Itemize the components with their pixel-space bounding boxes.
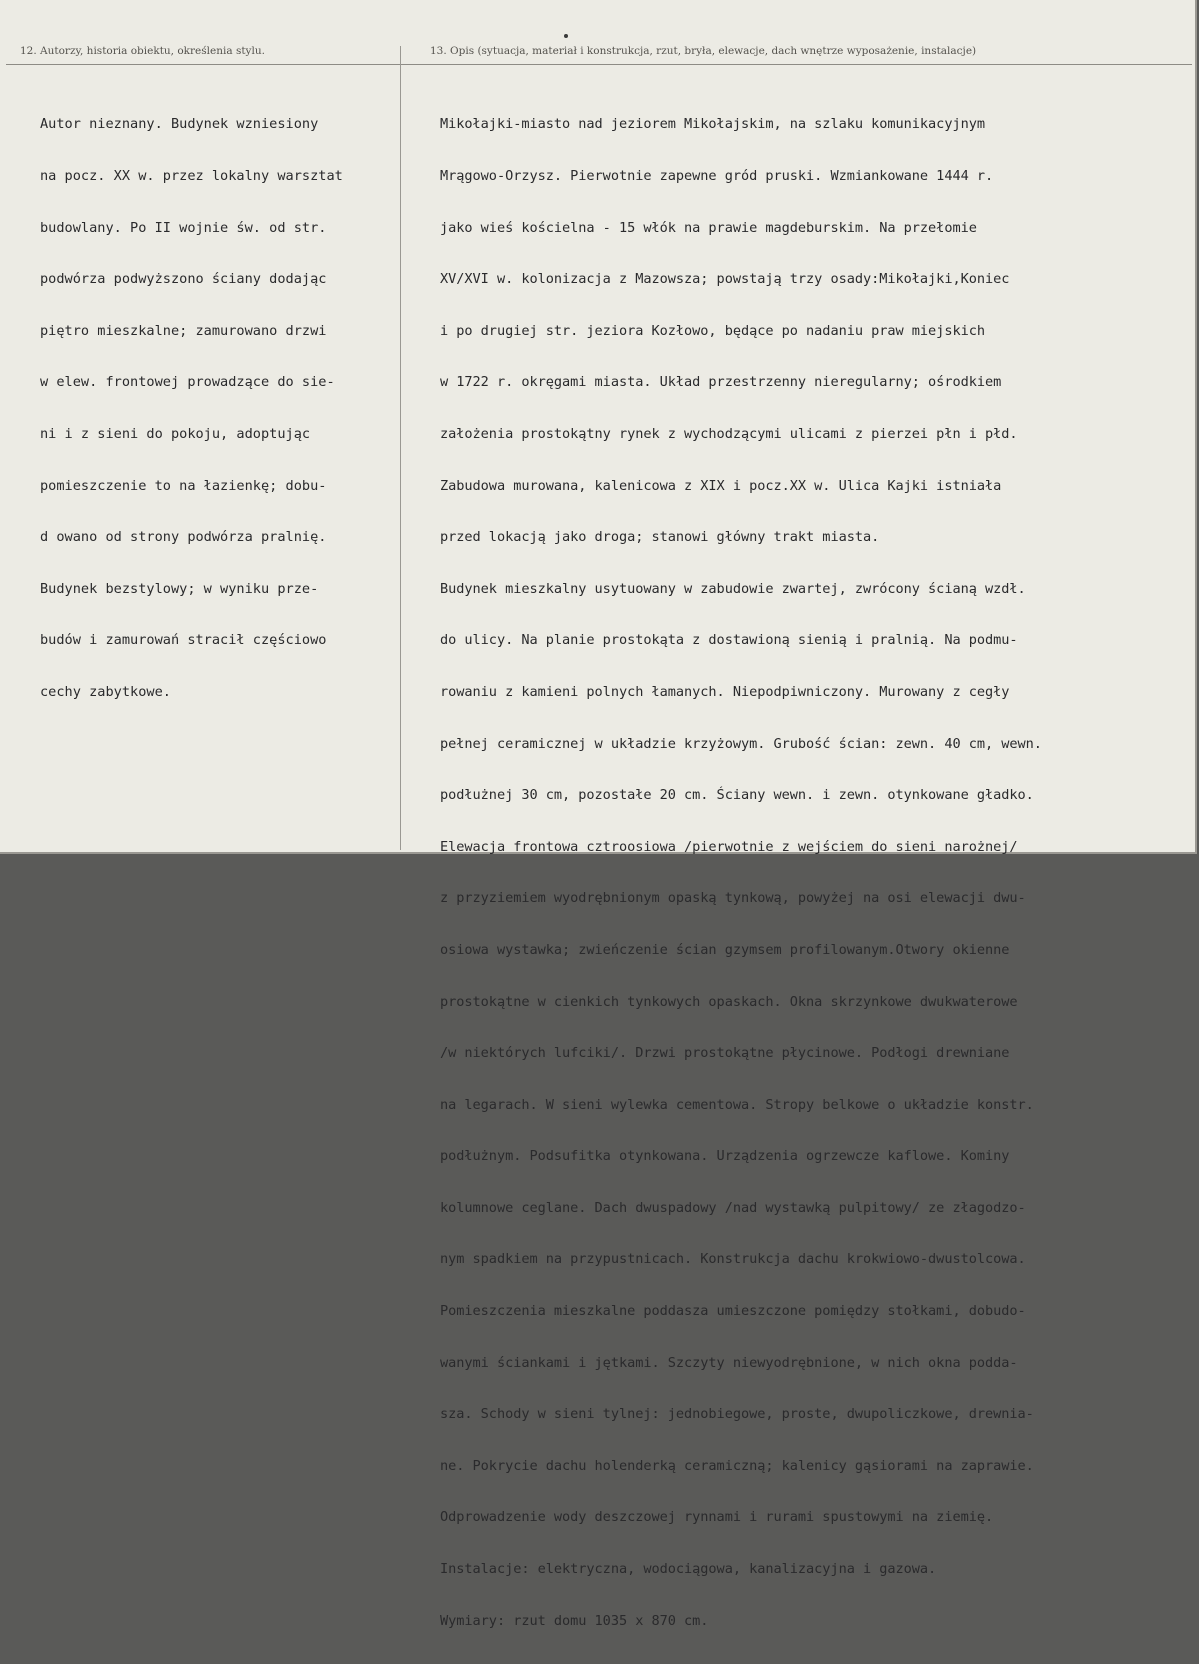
text-line: w elew. frontowej prowadzące do sie- [40, 374, 335, 391]
section-12-heading: 12. Autorzy, historia obiektu, określenia stylu. [20, 45, 265, 57]
column-divider [400, 46, 401, 850]
text-line: budowlany. Po II wojnie św. od str. [40, 219, 327, 236]
text-line: w 1722 r. okręgami miasta. Układ przestrzenny nieregularny; ośrodkiem [440, 374, 1002, 391]
text-line: i po drugiej str. jeziora Kozłowo, będące po nadaniu praw miejskich [440, 322, 985, 339]
text-line: /w niektórych lufciki/. Drzwi prostokątne płycinowe. Podłogi drewniane [440, 1045, 1010, 1062]
text-line: założenia prostokątny rynek z wychodzącymi ulicami z pierzei płn i płd. [440, 425, 1018, 442]
text-line: Mrągowo-Orzysz. Pierwotnie zapewne gród pruski. Wzmiankowane 1444 r. [440, 168, 994, 184]
text-line: pomieszczenie to na łazienkę; dobu- [40, 477, 327, 494]
description-text [440, 82, 1042, 1664]
text-line: na legarach. W sieni wylewka cementowa. Stropy belkowe o układzie konstr. [440, 1096, 1034, 1113]
text-line: Instalacje: elektryczna, wodociągowa, kanalizacyjna i gazowa. [440, 1561, 937, 1578]
text-line: Elewacja frontowa cztroosiowa /pierwotnie z wejściem do sieni narożnej/ [440, 838, 1018, 855]
text-line: ne. Pokrycie dachu holenderką ceramiczną; kalenicy gąsiorami na zaprawie. [440, 1457, 1034, 1474]
text-line: pełnej ceramicznej w układzie krzyżowym. Grubość ścian: zewn. 40 cm, wewn. [440, 735, 1042, 752]
text-line: do ulicy. Na planie prostokąta z dostawioną sienią i pralnią. Na podmu- [440, 632, 1018, 649]
text-line: Budynek mieszkalny usytuowany w zabudowie zwartej, zwrócony ścianą wzdł. [440, 580, 1026, 597]
text-line: prostokątne w cienkich tynkowych opaskach. Okna skrzynkowe dwukwaterowe [440, 993, 1018, 1010]
text-line: Zabudowa murowana, kalenicowa z XIX i pocz.XX w. Ulica Kajki istniała [440, 477, 1002, 494]
text-line: sza. Schody w sieni tylnej: jednobiegowe, proste, dwupoliczkowe, drewnia- [440, 1406, 1034, 1423]
text-line: Mikołajki-miasto nad jeziorem Mikołajskim, na szlaku komunikacyjnym [440, 116, 985, 133]
text-line: Autor nieznany. Budynek wzniesiony [40, 116, 319, 133]
text-line: Budynek bezstylowy; w wyniku prze- [40, 580, 319, 597]
authors-history-text [40, 82, 343, 736]
text-line: Pomieszczenia mieszkalne poddasza umieszczone pomiędzy stołkami, dobudo- [440, 1303, 1026, 1320]
text-line: nym spadkiem na przypustnicach. Konstrukcja dachu krokwiowo-dwustolcowa. [440, 1251, 1026, 1268]
text-line: Odprowadzenie wody deszczowej rynnami i rurami spustowymi na ziemię. [440, 1509, 994, 1526]
text-line: podwórza podwyższono ściany dodając [40, 271, 327, 288]
text-line: jako wieś kościelna - 15 włók na prawie magdeburskim. Na przełomie [440, 219, 977, 236]
ink-dot [564, 34, 568, 38]
text-line: piętro mieszkalne; zamurowano drzwi [40, 322, 327, 339]
header-rule [6, 64, 1192, 65]
text-line: na pocz. XX w. przez lokalny warsztat [40, 168, 343, 184]
text-line: osiowa wystawka; zwieńczenie ścian gzymsem profilowanym.Otwory okienne [440, 941, 1010, 958]
text-line: podłużnym. Podsufitka otynkowana. Urządzenia ogrzewcze kaflowe. Kominy [440, 1148, 1010, 1165]
text-line: przed lokacją jako droga; stanowi główny trakt miasta. [440, 529, 880, 546]
text-line: kolumnowe ceglane. Dach dwuspadowy /nad wystawką pulpitowy/ ze złagodzo- [440, 1199, 1026, 1216]
text-line: d owano od strony podwórza pralnię. [40, 529, 327, 546]
text-line: ni i z sieni do pokoju, adoptując [40, 425, 311, 442]
section-13-heading: 13. Opis (sytuacja, materiał i konstrukcja, rzut, bryła, elewacje, dach wnętrze wyposażenie, instalacje) [430, 45, 977, 57]
text-line: rowaniu z kamieni polnych łamanych. Niepodpiwniczony. Murowany z cegły [440, 683, 1010, 700]
text-line: XV/XVI w. kolonizacja z Mazowsza; powstają trzy osady:Mikołajki,Koniec [440, 271, 1010, 288]
text-line: cechy zabytkowe. [40, 683, 171, 700]
text-line: wanymi ściankami i jętkami. Szczyty niewyodrębnione, w nich okna podda- [440, 1354, 1018, 1371]
text-line: budów i zamurowań stracił częściowo [40, 632, 327, 649]
text-line: z przyziemiem wyodrębnionym opaską tynkową, powyżej na osi elewacji dwu- [440, 890, 1026, 907]
text-line: podłużnej 30 cm, pozostałe 20 cm. Ściany wewn. i zewn. otynkowane gładko. [440, 787, 1034, 804]
text-line: Wymiary: rzut domu 1035 x 870 cm. [440, 1612, 709, 1629]
